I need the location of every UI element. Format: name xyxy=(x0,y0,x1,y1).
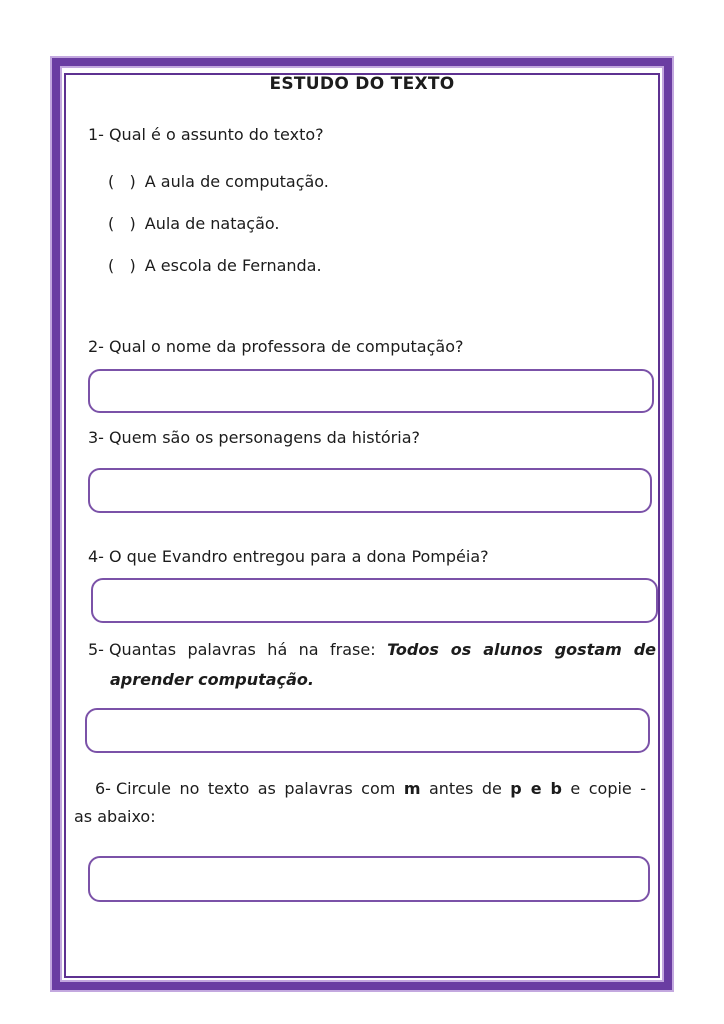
page-inner-border xyxy=(64,73,660,978)
question-6-line1 xyxy=(95,779,646,798)
answer-box-q4[interactable] xyxy=(91,578,658,623)
option-c-label: A escola de Fernanda. xyxy=(144,256,322,275)
question-1-option-c[interactable] xyxy=(108,256,322,275)
question-6-text-part2: antes de xyxy=(420,779,511,798)
question-2-text: Qual o nome da professora de computação? xyxy=(108,337,464,356)
question-2-number: 2- xyxy=(88,337,104,356)
question-1-option-a[interactable] xyxy=(108,172,329,191)
question-4 xyxy=(88,547,489,566)
question-1 xyxy=(88,125,324,144)
question-1-number: 1- xyxy=(88,125,104,144)
question-5-phrase-part2: aprender computação. xyxy=(110,670,314,689)
answer-box-q2[interactable] xyxy=(88,369,654,413)
question-6-line2: as abaixo: xyxy=(74,807,156,826)
question-5-line2 xyxy=(110,670,314,689)
question-6-text-part3: e copie - xyxy=(561,779,647,798)
question-5-phrase-part1: Todos os alunos gostam de xyxy=(387,640,657,659)
question-3 xyxy=(88,428,420,447)
page-title: ESTUDO DO TEXTO xyxy=(269,74,455,94)
answer-box-q3[interactable] xyxy=(88,468,652,513)
option-a-label: A aula de computação. xyxy=(144,172,329,191)
checkbox-parentheses[interactable]: ( ) xyxy=(108,256,136,275)
question-1-option-b[interactable] xyxy=(108,214,279,233)
answer-box-q5[interactable] xyxy=(85,708,650,753)
question-5-number: 5- xyxy=(88,640,104,659)
question-2 xyxy=(88,337,463,356)
question-4-number: 4- xyxy=(88,547,104,566)
question-6-bold-peb: p e b xyxy=(510,779,562,798)
question-6-number: 6- xyxy=(95,779,111,798)
question-6-bold-m: m xyxy=(403,779,421,798)
question-1-text: Qual é o assunto do texto? xyxy=(108,125,324,144)
question-3-number: 3- xyxy=(88,428,104,447)
checkbox-parentheses[interactable]: ( ) xyxy=(108,214,136,233)
checkbox-parentheses[interactable]: ( ) xyxy=(108,172,136,191)
question-5-line1 xyxy=(88,640,656,659)
question-4-text: O que Evandro entregou para a dona Pompéia? xyxy=(108,547,489,566)
option-b-label: Aula de natação. xyxy=(144,214,280,233)
answer-box-q6[interactable] xyxy=(88,856,650,902)
question-6-text-part1: Circule no texto as palavras com xyxy=(115,779,404,798)
question-3-text: Quem são os personagens da história? xyxy=(108,428,420,447)
question-5-text: Quantas palavras há na frase: xyxy=(108,640,388,659)
